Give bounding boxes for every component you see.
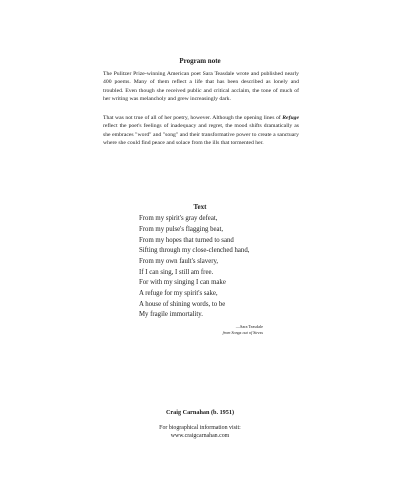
bio-link: www.craigcarnahan.com xyxy=(170,433,230,440)
poem-line: From my pulse's flagging beat, xyxy=(139,225,224,233)
poem-title: Refuge xyxy=(282,115,299,121)
program-note-paragraph-2 xyxy=(103,114,299,147)
poem-line: My fragile immortality. xyxy=(139,311,203,319)
composer-bio xyxy=(0,424,400,441)
poem-line: Sifting through my close-clenched hand, xyxy=(139,247,250,255)
poem-line: From my own fault's slavery, xyxy=(139,258,219,266)
poem-stanza-2 xyxy=(139,278,299,321)
bio-line: For biographical information visit: xyxy=(159,425,241,431)
poem-line: From my spirit's gray defeat, xyxy=(139,215,218,222)
poem-stanza-1 xyxy=(139,214,299,279)
program-note-paragraph-2-text xyxy=(103,114,299,147)
poem-line: From my hopes that turned to sand xyxy=(139,236,234,244)
program-note-paragraph-1 xyxy=(103,70,299,103)
attribution-source: from Songs out of Stress xyxy=(222,330,263,335)
poem-line: For with my singing I can make xyxy=(139,279,226,286)
program-note-paragraph-1-text: The Pulitzer Prize-winning American poet Sara Teasdale wrote and published nearly 400 poems. Many of them reflect a life that has been described as lonely and troubled. Even though she received public and critical acclaim, the tone of much of her writing was melancholy and grew increasingly dark. xyxy=(103,71,299,102)
paragraph-2-lead: That was not true of all of her poetry, however. Although the opening lines of xyxy=(103,115,283,121)
poem-line: A house of shining words, to be xyxy=(139,300,226,308)
paragraph-2-rest: reflect the poet's feelings of inadequacy and regret, the mood shifts dramatically as she embraces "word" and "song" and their transformative power to create a sanctuary where she could find peace and solace from the ills that tormented her. xyxy=(103,123,299,146)
poem-line: If I can sing, I still am free. xyxy=(139,268,214,276)
program-note-heading: Program note xyxy=(179,57,221,65)
poem-line: A refuge for my spirit's sake, xyxy=(139,289,218,297)
text-heading: Text xyxy=(193,203,207,211)
attribution-author: —Sara Teasdale xyxy=(235,324,263,329)
composer-name: Craig Carnahan (b. 1951) xyxy=(165,409,235,416)
